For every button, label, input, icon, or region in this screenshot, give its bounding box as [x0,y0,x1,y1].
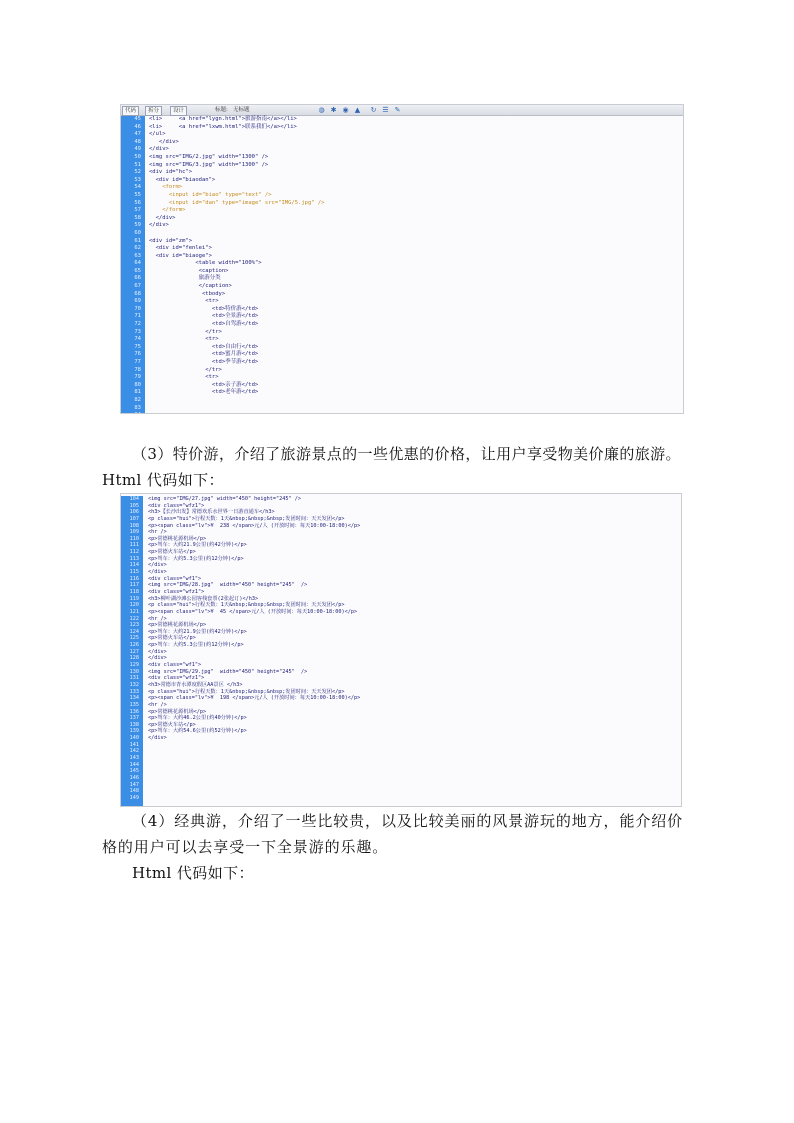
code-line: </div> [148,735,167,742]
settings-icon[interactable]: ✎ [394,106,401,114]
line-number: 62 [134,245,141,252]
line-number: 124 [129,628,139,635]
line-number: 111 [129,542,139,549]
tab-design-view[interactable]: 设计 [170,106,187,116]
line-number: 110 [129,535,139,542]
code-line: <td>全景游</td> [149,313,259,320]
code-line: <li> <a href="lygn.html">旅游指南</a></li> [149,116,297,122]
eye-icon[interactable]: ◉ [342,106,349,114]
tab-code-view[interactable]: 代码 [122,106,139,116]
line-number: 45 [134,116,141,122]
line-number: 140 [129,735,139,742]
line-number: 132 [129,681,139,688]
code-line: <h3>【长沙出发】常德欢乐水世界一日游直通车</h3> [148,509,275,516]
line-number: 138 [129,721,139,728]
line-number: 129 [129,662,139,669]
code-line: <tr> [149,374,219,381]
tab-split-view[interactable]: 拆分 [145,106,162,116]
line-number: 149 [129,794,139,801]
line-number: 51 [134,161,141,168]
line-number: 65 [134,267,141,274]
code-line: <p>驾车：大约21.9公里(约42分钟)</p> [148,542,247,549]
code-line: <p>常德桃花源机场</p> [148,622,207,629]
paragraph-classic-tour: （4）经典游，介绍了一些比较贵，以及比较美丽的风景游玩的地方，能介绍价格的用户可以去享受一下全景游的乐趣。 [102,812,684,856]
bug-icon[interactable]: ✱ [330,106,337,114]
code-line: <div id="hc"> [149,169,193,176]
line-number: 66 [134,275,141,282]
code-line: <p><span class="lv">¥ 198 </span>元/人 (开放时间：每天10:00-18:00)</p> [148,695,361,702]
code-line: </div> [149,214,176,221]
code-screenshot-2 [120,493,682,807]
title-value: 无标题 [233,107,250,113]
refresh-icon[interactable]: ↻ [370,106,377,114]
code-intro-label: Html 代码如下： [102,471,224,489]
line-number: 117 [129,582,139,589]
code-line: <div class="wfz1"> [148,502,205,509]
line-number: 115 [129,569,139,576]
code-line: </tr> [149,366,222,373]
line-number: 56 [134,199,141,206]
line-number: 104 [129,496,139,502]
line-number: 109 [129,529,139,536]
line-number: 121 [129,608,139,615]
code-line: <p class="hui">行程天数：1天&nbsp;&nbsp;&nbsp;发团时间：天天发团</p> [148,688,345,695]
code-line: <p>常德火车站</p> [148,635,196,642]
line-number [121,412,145,414]
line-number: 107 [129,515,139,522]
line-number: 128 [129,655,139,662]
code-line [149,230,683,238]
line-number: 53 [134,176,141,183]
code-line: <img src="IMG/2.jpg" width="1300" /> [149,153,269,160]
code-line: <td>自驾游</td> [149,321,259,328]
line-number: 61 [134,237,141,244]
line-number: 75 [134,343,141,350]
code-line: <img src="IMG/27.jpg" width="450" height="245" /> [148,496,302,502]
line-number-gutter [121,116,145,413]
line-number: 116 [129,575,139,582]
line-number: 80 [134,381,141,388]
line-number: 106 [129,509,139,516]
code-intro-label: Html 代码如下： [132,864,254,882]
code-line: </div> [149,138,179,145]
line-number: 136 [129,708,139,715]
line-number: 81 [134,389,141,396]
line-number: 58 [134,214,141,221]
line-number: 119 [129,595,139,602]
line-number: 74 [134,336,141,343]
code-line: <p>常德桃花源机场</p> [148,535,207,542]
code-line: <div id="biaodan"> [149,176,216,183]
code-line: <tr> [149,298,219,305]
code-line: <caption> [149,267,229,274]
line-number: 63 [134,252,141,259]
code-line: <p>驾车：大约5.3公里(约12分钟)</p> [148,555,244,562]
code-line: <hr /> [148,701,167,708]
code-line: </div> [148,655,167,662]
code-line: <td>蜜月游</td> [149,351,259,358]
line-number: 68 [134,290,141,297]
code-line: </tr> [149,328,222,335]
line-number: 82 [134,396,141,403]
line-number: 137 [129,715,139,722]
code-line: <div class="wfz1"> [148,588,205,595]
line-number: 113 [129,555,139,562]
line-number: 126 [129,642,139,649]
code-line: <input id="biao" type="text" /> [149,191,272,198]
editor-toolbar [121,105,683,116]
code-line: <h3>柳叶湖沙滩公园客栈套票(2张起订)</h3> [148,595,259,602]
code-line: <p>驾车：大约54.6公里(约52分钟)</p> [148,728,247,735]
code-editor[interactable] [149,116,683,413]
code-line: <td>老年游</td> [149,389,259,396]
line-number: 64 [134,260,141,267]
code-line: <input id="dan" type="image" src="IMG/5.jpg" /> [149,199,325,206]
code-line: <img src="IMG/29.jpg" width="450" height="245" /> [148,668,308,675]
code-line: <img src="IMG/28.jpg" width="450" height="245" /> [148,582,308,589]
line-number: 123 [129,622,139,629]
line-number: 133 [129,688,139,695]
line-number: 134 [129,695,139,702]
line-number: 69 [134,298,141,305]
line-number: 147 [129,781,139,788]
code-editor[interactable] [148,496,681,806]
line-number: 59 [134,222,141,229]
line-number: 114 [129,562,139,569]
code-line: </div> [149,222,169,229]
line-number: 144 [129,761,139,768]
globe-icon[interactable]: ◍ [318,106,325,114]
line-number: 145 [129,768,139,775]
code-line: <p>驾车：大约46.2公里(约40分钟)</p> [148,715,247,722]
code-line: </form> [149,207,186,214]
line-number: 143 [129,754,139,761]
line-number-gutter [121,496,143,806]
line-number: 83 [134,404,141,411]
code-line: <img src="IMG/3.jpg" width="1300" /> [149,161,269,168]
code-line: <p><span class="lv">¥ 45 </span>元/人 (开放时间：每天10:00-18:00)</p> [148,608,358,615]
line-number: 79 [134,374,141,381]
code-screenshot-1 [120,104,684,414]
code-line: <div class="wf1"> [148,575,202,582]
list-icon[interactable]: ☰ [382,106,389,114]
code-line: <td>特价游</td> [149,305,259,312]
line-number: 120 [129,602,139,609]
line-number: 73 [134,328,141,335]
code-line: <td>季节游</td> [149,359,259,365]
code-line: <hr /> [148,615,167,622]
code-line: <tr> [149,336,219,343]
code-line: </ul> [149,131,166,138]
line-number: 70 [134,305,141,312]
line-number: 122 [129,615,139,622]
line-number: 146 [129,774,139,781]
line-number: 148 [129,788,139,795]
code-line: <p>常德桃花源机场</p> [148,708,207,715]
code-line: <hr /> [148,529,167,536]
code-line: <p>驾车：大约21.9公里(约42分钟)</p> [148,628,247,635]
line-number: 112 [129,549,139,556]
line-number: 125 [129,635,139,642]
code-line: <li> <a href="lxwm.html">联系我们</a></li> [149,123,297,130]
line-number: 49 [134,146,141,153]
line-number: 108 [129,522,139,529]
line-number: 47 [134,131,141,138]
line-number: 52 [134,169,141,176]
line-number: 54 [134,184,141,191]
code-line: <p>驾车：大约5.3公里(约12分钟)</p> [148,642,244,649]
code-line: <form> [149,184,183,191]
line-number: 72 [134,321,141,328]
code-line: <div class="wf1"> [148,662,202,669]
line-number: 130 [129,668,139,675]
code-line: </div> [149,146,169,153]
line-number: 76 [134,351,141,358]
line-number: 71 [134,313,141,320]
code-line: <tbody> [149,290,226,297]
code-line: <td>自由行</td> [149,343,259,350]
code-line: <td>亲子游</td> [149,381,259,388]
code-line: <p>常德火车站</p> [148,549,196,556]
code-line: </div> [148,648,167,655]
line-number: 142 [129,748,139,755]
line-number: 131 [129,675,139,682]
code-line: <p>常德火车站</p> [148,721,196,728]
code-line: <div id="zm"> [149,237,193,244]
code-line: <p class="hui">行程天数：1天&nbsp;&nbsp;&nbsp;发团时间：天天发团</p> [148,515,345,522]
code-line: <div id="fenlei"> [149,245,212,252]
line-number: 139 [129,728,139,735]
line-number: 118 [129,588,139,595]
code-line: 旅游分类 [149,275,221,282]
line-number: 60 [134,229,141,236]
line-number: 48 [134,138,141,145]
upload-icon[interactable]: ▲ [354,106,361,114]
code-line: <p><span class="lv">¥ 238 </span>元/人 (开放时间：每天10:00-18:00)</p> [148,522,361,529]
code-line: </caption> [149,283,232,290]
line-number: 46 [134,123,141,130]
line-number: 50 [134,153,141,160]
line-number: 127 [129,648,139,655]
line-number: 57 [134,207,141,214]
code-line: <div class="wfz1"> [148,675,205,682]
title-label: 标题: [215,107,228,113]
code-line: </div> [148,562,167,569]
line-number: 77 [134,359,141,365]
code-line: <p class="hui">行程天数：1天&nbsp;&nbsp;&nbsp;发团时间：天天发团</p> [148,602,345,609]
line-number: 55 [134,191,141,198]
code-line: </div> [148,569,167,576]
line-number: 135 [129,701,139,708]
line-number: 67 [134,283,141,290]
line-number: 141 [129,741,139,748]
code-line: <table width="100%"> [149,260,262,267]
code-line: <div id="biaoge"> [149,252,212,259]
code-line: <h3>常德市青水潭度假区AA景区 </h3> [148,681,243,688]
paragraph-special-offer-tour: （3）特价游，介绍了旅游景点的一些优惠的价格，让用户享受物美价廉的旅游。 [132,445,681,463]
line-number: 78 [134,366,141,373]
line-number: 105 [129,502,139,509]
